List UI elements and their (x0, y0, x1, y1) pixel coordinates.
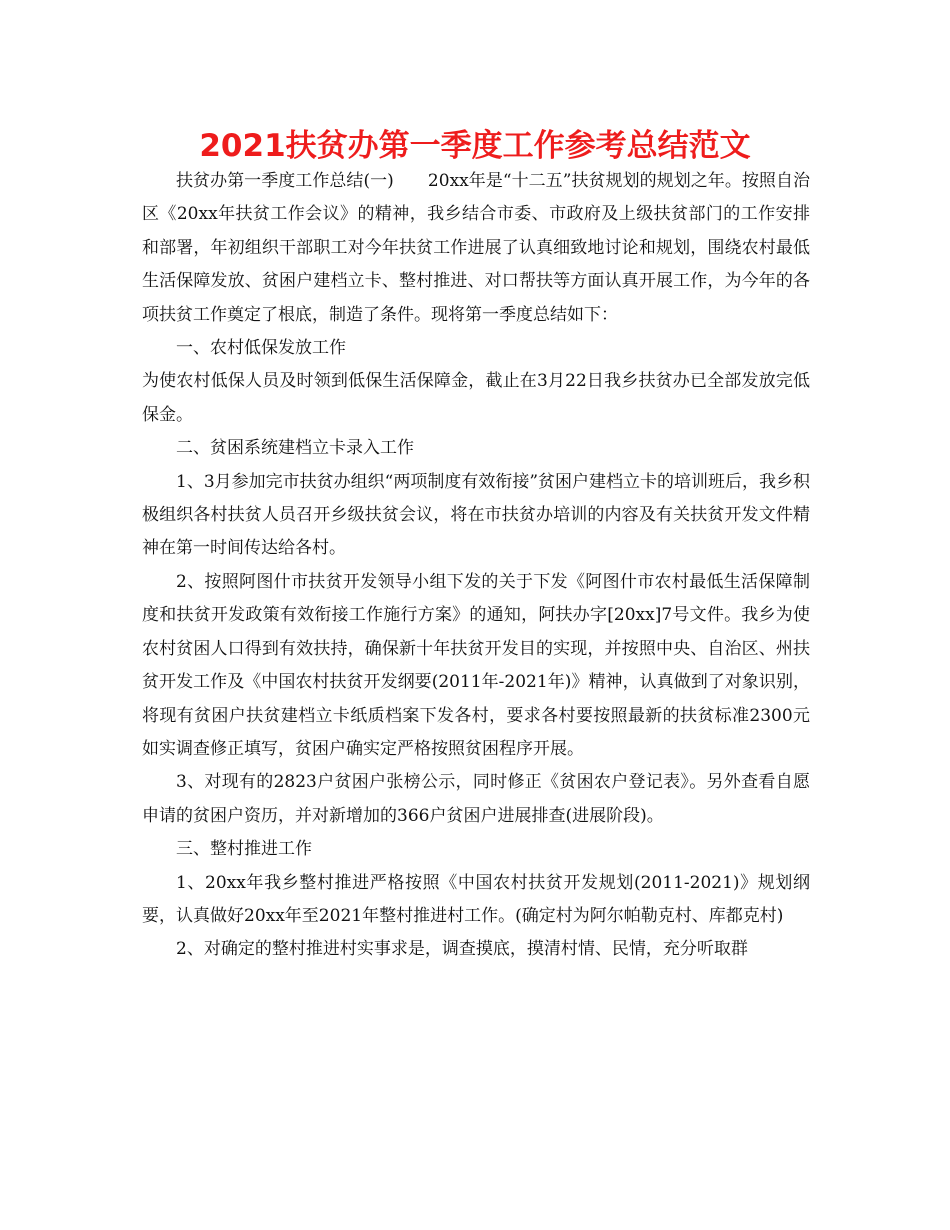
paragraph-item-3-1: 1、20xx年我乡整村推进严格按照《中国农村扶贫开发规划(2011-2021)》规划纲要，认真做好20xx年至2021年整村推进村工作。(确定村为阿尔帕勒克村、库都克村) (142, 872, 810, 926)
document-title: 2021扶贫办第一季度工作参考总结范文 (199, 128, 751, 164)
paragraph-item-2-2: 2、按照阿图什市扶贫开发领导小组下发的关于下发《阿图什市农村最低生活保障制度和扶贫开发政策有效衔接工作施行方案》的通知，阿扶办字[20xx]7号文件。我乡为使农村贫困人口得到有效扶持，确保新十年扶贫开发目的实现，并按照中央、自治区、州扶贫开发工作及《中国农村扶贫开发纲要(2011年-2021年)》精神，认真做到了对象识别，将现有贫困户扶贫建档立卡纸质档案下发各村，要求各村要按照最新的扶贫标准2300元如实调查修正填写，贫困户确实定严格按照贫困程序开展。 (142, 571, 810, 759)
paragraph-item-2-3: 3、对现有的2823户贫困户张榜公示，同时修正《贫困农户登记表》。另外查看自愿申请的贫困户资历，并对新增加的366户贫困户进展排查(进展阶段)。 (142, 772, 810, 826)
section-heading-2: 二、贫困系统建档立卡录入工作 (176, 438, 414, 459)
paragraph-low-income-payment: 为使农村低保人员及时领到低保生活保障金，截止在3月22日我乡扶贫办已全部发放完低保金。 (142, 371, 810, 425)
paragraph-intro: 扶贫办第一季度工作总结(一) 20xx年是“十二五”扶贫规划的规划之年。按照自治区《20xx年扶贫工作会议》的精神，我乡结合市委、市政府及上级扶贫部门的工作安排和部署，年初组织干部职工对今年扶贫工作进展了认真细致地讨论和规划，围绕农村最低生活保障发放、贫困户建档立卡、整村推进、对口帮扶等方面认真开展工作，为今年的各项扶贫工作奠定了根底，制造了条件。现将第一季度总结如下： (142, 171, 810, 325)
paragraph-item-3-2: 2、对确定的整村推进村实事求是，调查摸底，摸清村情、民情，充分听取群 (176, 939, 748, 960)
document-body (142, 165, 810, 967)
paragraph-item-2-1: 1、3月参加完市扶贫办组织“两项制度有效衔接”贫困户建档立卡的培训班后，我乡积极组织各村扶贫人员召开乡级扶贫会议，将在市扶贫办培训的内容及有关扶贫开发文件精神在第一时间传达给各村。 (142, 471, 811, 559)
section-heading-1: 一、农村低保发放工作 (176, 338, 346, 359)
section-heading-3: 三、整村推进工作 (176, 839, 312, 860)
